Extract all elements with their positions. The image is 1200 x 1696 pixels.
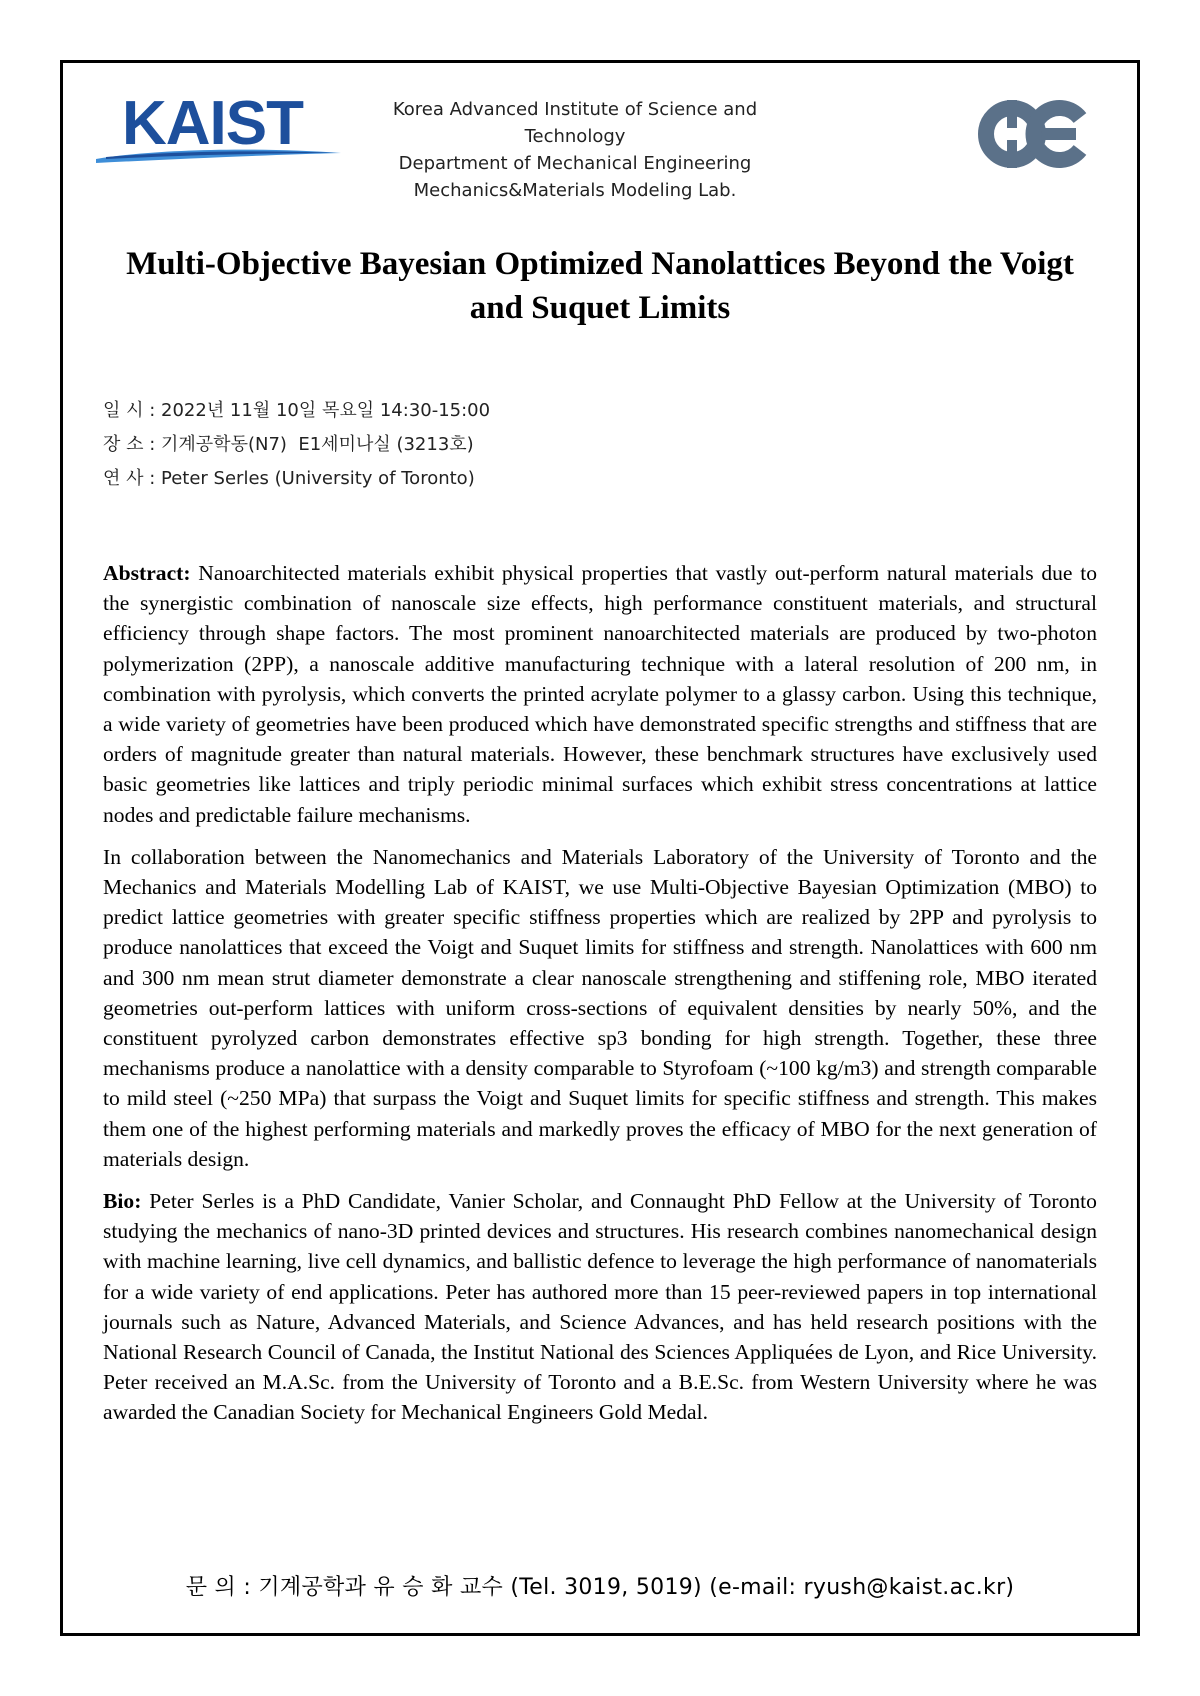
detail-value: 기계공학동(N7) E1세미나실 (3213호) <box>161 434 474 455</box>
abstract-paragraph <box>103 558 1097 830</box>
lab-name: Mechanics&Materials Modeling Lab. <box>413 180 737 201</box>
mmml-lab-logo-icon <box>976 98 1088 170</box>
seminar-details <box>103 394 803 496</box>
bio-text: Peter Serles is a PhD Candidate, Vanier Scholar, and Connaught PhD Fellow at the University of Toronto studying the mechanics of nano-3D printed devices and structures. His research combines nanomechanical design with machine learning, live cell dynamics, and ballistic defence to leverage the high performance of nanomaterials for a wide variety of end applications. Peter has authored more than 15 peer-reviewed papers in top international journals such as Nature, Advanced Materials, and Science Advances, and has held research positions with the National Research Council of Canada, the Institut National des Sciences Appliquées de Lyon, and Rice University. Peter received an M.A.Sc. from the University of Toronto and a B.E.Sc. from Western University where he was awarded the Canadian Society for Mechanical Engineers Gold Medal. <box>103 1189 1097 1425</box>
detail-row-location: 장 소 : 기계공학동(N7) E1세미나실 (3213호) <box>103 428 803 462</box>
bio-label: Bio: <box>103 1189 142 1214</box>
seminar-body <box>103 558 1097 1440</box>
kaist-logo-text: KAIST <box>122 89 303 158</box>
institution-block <box>360 96 790 204</box>
detail-value: 2022년 11월 10일 목요일 14:30-15:00 <box>161 400 491 421</box>
seminar-title: Multi-Objective Bayesian Optimized Nanolattices Beyond the Voigt and Suquet Limits <box>126 246 1074 326</box>
detail-row-datetime: 일 시 : 2022년 11월 10일 목요일 14:30-15:00 <box>103 394 803 428</box>
institution-name: Korea Advanced Institute of Science and Technology <box>392 99 758 147</box>
header <box>60 60 1140 200</box>
abstract-label: Abstract: <box>103 561 191 585</box>
collaboration-paragraph: In collaboration between the Nanomechanics and Materials Laboratory of the University of Toronto and the Mechanics and Materials Modelling Lab of KAIST, we use Multi-Objective Bayesian Optimization (MBO) to predict lattice geometries with greater specific stiffness properties which are realized by 2PP and pyrolysis to produce nanolattices that exceed the Voigt and Suquet limits for stiffness and strength. Nanolattices with 600 nm and 300 nm mean strut diameter demonstrate a clear nanoscale strengthening and stiffening role, MBO iterated geometries out-perform lattices with uniform cross-sections of equivalent densities by nearly 50%, and the constituent pyrolyzed carbon demonstrates effective sp3 bonding for high strength. Together, these three mechanisms produce a nanolattice with a density comparable to Styrofoam (~100 kg/m3) and strength comparable to mild steel (~250 MPa) that surpass the Voigt and Suquet limits for specific stiffness and strength. This makes them one of the highest performing materials and markedly proves the efficacy of MBO for the next generation of materials design. <box>103 844 1097 1171</box>
bio-paragraph <box>103 1186 1097 1428</box>
detail-value: Peter Serles (University of Toronto) <box>161 468 475 489</box>
detail-row-speaker: 연 사 : Peter Serles (University of Toronto) <box>103 462 803 496</box>
detail-label: 연 사 <box>103 468 144 489</box>
detail-label: 일 시 <box>103 400 144 421</box>
department-name: Department of Mechanical Engineering <box>398 153 752 174</box>
kaist-logo <box>96 89 346 168</box>
contact-info: 문 의 : 기계공학과 유 승 화 교수 (Tel. 3019, 5019) (e-mail: ryush@kaist.ac.kr) <box>185 1575 1015 1600</box>
abstract-text: Nanoarchitected materials exhibit physical properties that vastly out-perform natural materials due to the synergistic combination of nanoscale size effects, high performance constituent materials, and structural efficiency through shape factors. The most prominent nanoarchitected materials are produced by two-photon polymerization (2PP), a nanoscale additive manufacturing technique with a lateral resolution of 200 nm, in combination with pyrolysis, which converts the printed acrylate polymer to a glassy carbon. Using this technique, a wide variety of geometries have been produced which have demonstrated specific strengths and stiffness that are orders of magnitude greater than natural materials. However, these benchmark structures have exclusively used basic geometries like lattices and triply periodic minimal surfaces which exhibit stress concentrations at lattice nodes and predictable failure mechanisms. <box>103 561 1097 827</box>
detail-label: 장 소 <box>103 434 144 455</box>
